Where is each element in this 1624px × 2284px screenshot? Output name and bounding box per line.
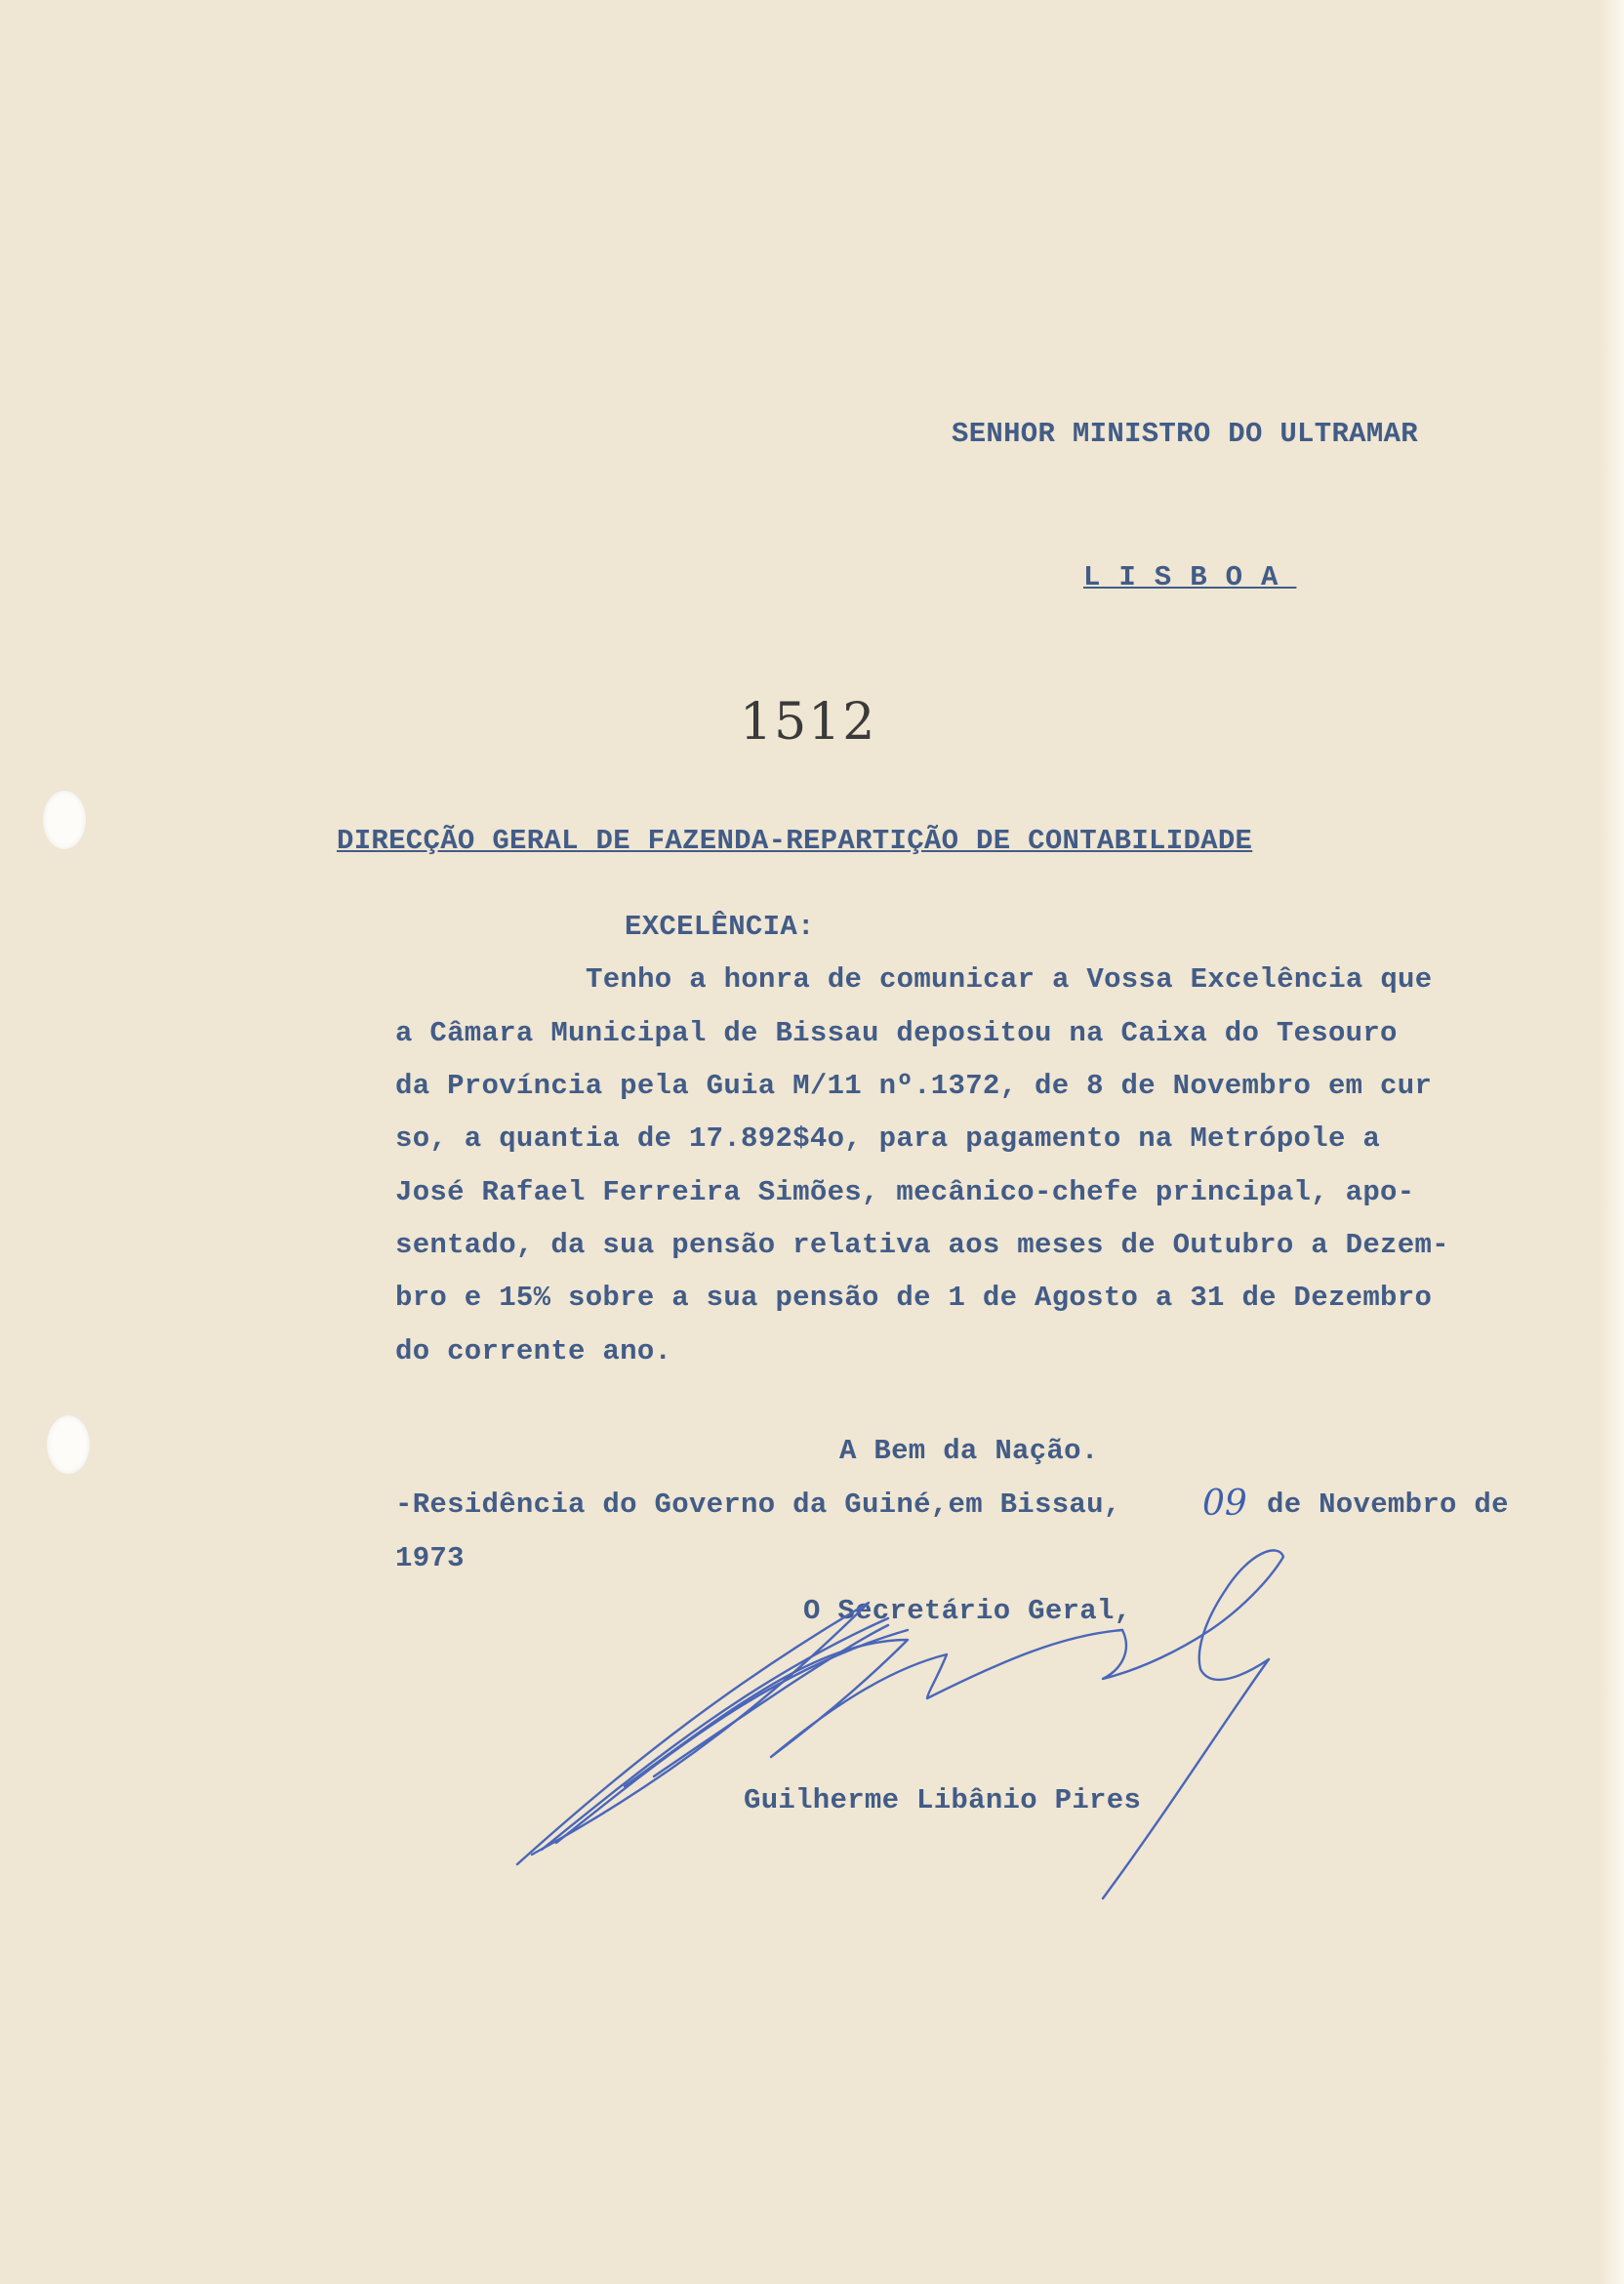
body-line: so, a quantia de 17.892$4o, para pagamento na Metrópole a <box>395 1122 1381 1155</box>
salutation: EXCELÊNCIA: <box>625 911 815 943</box>
punch-hole-top <box>43 791 86 849</box>
dateline-start: -Residência do Governo da Guiné,em Bissau, <box>395 1489 1121 1521</box>
body-line: da Província pela Guia M/11 nº.1372, de 8 de Novembro em cur <box>395 1070 1433 1102</box>
body-line: sentado, da sua pensão relativa aos meses de Outubro a Dezem- <box>395 1229 1449 1261</box>
punch-hole-bottom <box>47 1415 90 1474</box>
body-line: a Câmara Municipal de Bissau depositou na Caixa do Tesouro <box>395 1017 1398 1049</box>
dateline-end: de Novembro de <box>1267 1489 1509 1521</box>
body-line: José Rafael Ferreira Simões, mecânico-chefe principal, apo- <box>395 1176 1415 1208</box>
dateline-day-handwritten: 09 <box>1202 1484 1247 1524</box>
signatory-name: Guilherme Libânio Pires <box>744 1784 1142 1816</box>
body-line: do corrente ano. <box>395 1335 672 1367</box>
addressee: SENHOR MINISTRO DO ULTRAMAR <box>952 418 1418 450</box>
body-line: bro e 15% sobre a sua pensão de 1 de Agosto a 31 de Dezembro <box>395 1282 1433 1314</box>
reference-number: 1512 <box>740 693 877 752</box>
dateline-year: 1973 <box>395 1542 465 1574</box>
signatory-title: O Secretário Geral, <box>803 1595 1132 1627</box>
city: LISBOA <box>1083 561 1297 593</box>
department-heading: DIRECÇÃO GERAL DE FAZENDA-REPARTIÇÃO DE CONTABILIDADE <box>337 825 1253 857</box>
handwritten-signature <box>498 1532 1357 1913</box>
page-edge <box>1599 0 1624 2284</box>
closing: A Bem da Nação. <box>839 1435 1099 1467</box>
body-line: Tenho a honra de comunicar a Vossa Excelência que <box>586 963 1433 996</box>
